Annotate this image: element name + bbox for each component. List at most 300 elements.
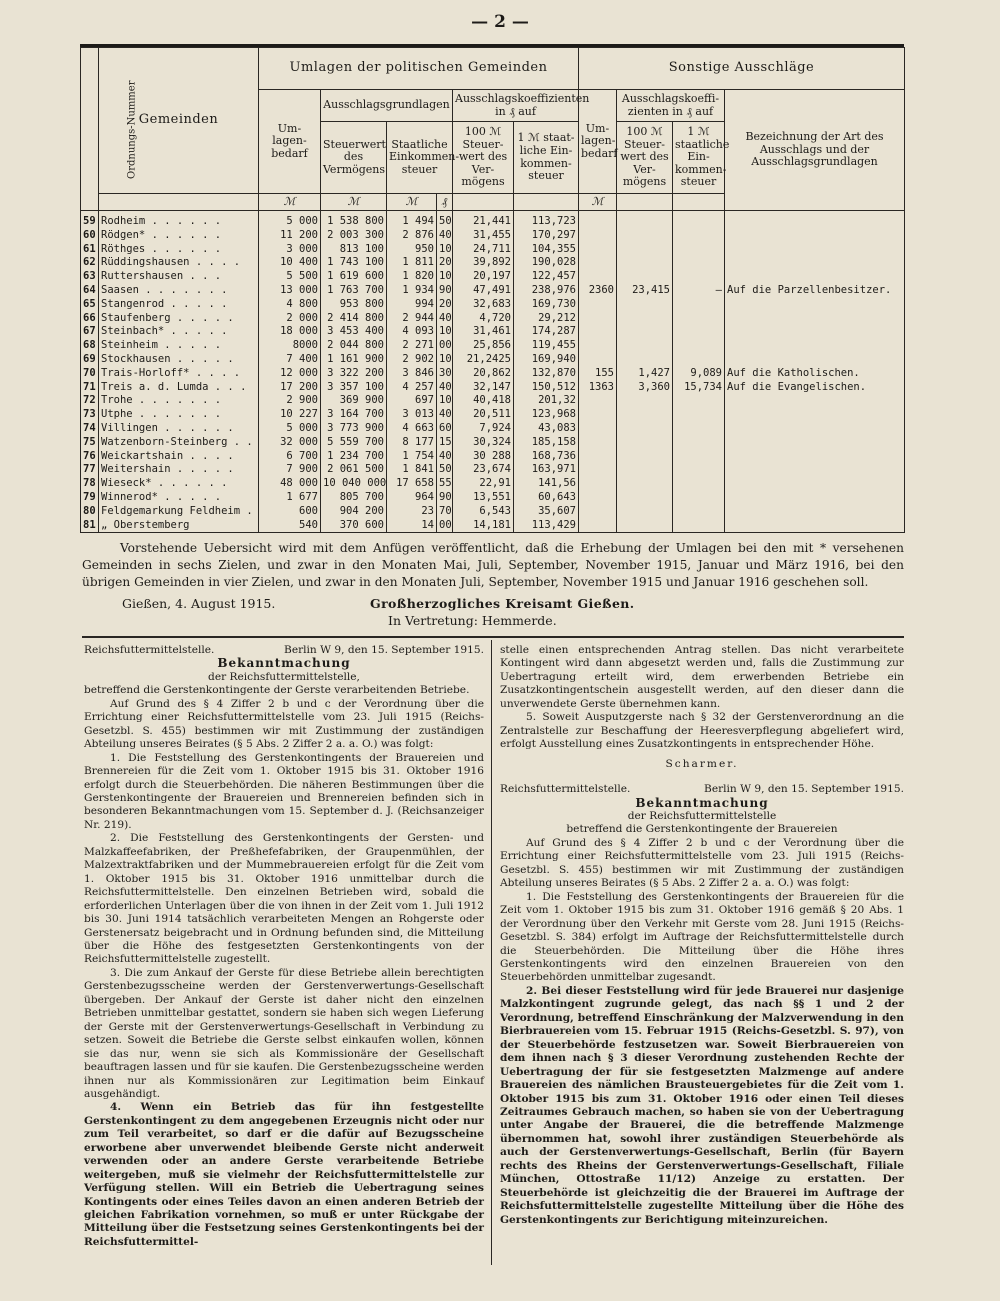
einkommen-pfennig-cell: 40 (437, 408, 453, 422)
row-number-cell: 79 (81, 491, 99, 505)
umlagenbedarf-cell: 12 000 (259, 367, 321, 381)
umlagenbedarf-cell: 3 000 (259, 243, 321, 257)
table-row (81, 339, 905, 353)
sonstige-koeff-100m-cell: 1,427 (617, 367, 673, 381)
umlagenbedarf-cell: 6 700 (259, 450, 321, 464)
left-place-date: Berlin W 9, den 15. September 1915. (284, 644, 484, 656)
einkommen-pfennig-cell: 90 (437, 491, 453, 505)
steuerwert-cell: 813 100 (321, 243, 387, 257)
table-row (81, 284, 905, 298)
row-number-cell: 74 (81, 422, 99, 436)
steuerwert-cell: 5 559 700 (321, 436, 387, 450)
sonstige-koeff-100m-cell (617, 229, 673, 243)
sonstige-bedarf-cell (579, 491, 617, 505)
sonstige-koeff-100m-cell: 23,415 (617, 284, 673, 298)
koeff-100m-cell: 47,491 (453, 284, 514, 298)
sonstige-koeff-1m-cell (673, 256, 725, 270)
sonstige-bedarf-cell (579, 312, 617, 326)
koeff-1m-cell: 169,940 (514, 353, 579, 367)
sonstige-bedarf-cell: 155 (579, 367, 617, 381)
gemeinde-name-cell: Rüddingshausen . . . . (99, 256, 259, 270)
einkommen-pfennig-cell: 20 (437, 256, 453, 270)
einkommen-mark-cell: 2 902 (387, 353, 437, 367)
table-row (81, 477, 905, 491)
sonstige-koeff-1m-cell: 15,734 (673, 381, 725, 395)
sonstige-koeff-1m-cell: 9,089 (673, 367, 725, 381)
unit-pf-einkommen: ₰ (437, 194, 453, 211)
koeff-100m-cell: 23,674 (453, 463, 514, 477)
gemeinde-name-cell: Trohe . . . . . . . (99, 394, 259, 408)
einkommen-pfennig-cell: 90 (437, 284, 453, 298)
koeff-100m-cell: 31,461 (453, 325, 514, 339)
notice-text: Vorstehende Uebersicht wird mit dem Anfügen veröffentlicht, daß die Erhebung der Umlagen bei den mit * versehenen Gemeinden in sechs Zielen, und zwar in den Monaten Mai, Juli, September, November 1915, Januar und März 1916, bei den übrigen Gemeinden in vier Zielen, und zwar in den Monaten Juli, September, November 1915 und Januar 1916 geschehen soll. (82, 541, 904, 589)
steuerwert-cell: 2 061 500 (321, 463, 387, 477)
einkommen-mark-cell: 4 663 (387, 422, 437, 436)
einkommen-mark-cell: 1 811 (387, 256, 437, 270)
bezeichnung-cell (725, 229, 905, 243)
col-100m-header: 100 ℳ Steuer-wert des Ver-mögens (453, 122, 514, 194)
table-row (81, 243, 905, 257)
koeff-1m-cell: 104,355 (514, 243, 579, 257)
notice-representative: In Vertretung: Hemmerde. (388, 613, 557, 628)
sonstige-koeff-1m-cell: — (673, 284, 725, 298)
sonstige-koeff-1m-cell (673, 325, 725, 339)
col-einkommen-header: Staatliche Einkommen-steuer (387, 122, 453, 194)
sonstige-koeff-1m-cell (673, 450, 725, 464)
steuerwert-cell: 1 743 100 (321, 256, 387, 270)
left-paragraph-2: 1. Die Feststellung des Gerstenkontingents der Brauereien und Brennereien für die Zeit vom 1. Oktober 1915 bis 31. Oktober 1916 erfolgt durch die Steuerbehörden. Die näheren Bestimmungen über die Gerstenkontingente der Brauereien und Brennereien befinden sich in besonderen Bekanntmachungen vom 15. September d. J. (Reichsanzeiger Nr. 219). (84, 751, 484, 831)
notice-office: Großherzogliches Kreisamt Gießen. (370, 596, 635, 611)
koeff-100m-cell: 25,856 (453, 339, 514, 353)
table-row (81, 450, 905, 464)
table-row (81, 463, 905, 477)
sonstige-koeff-100m-cell (617, 298, 673, 312)
steuerwert-cell: 10 040 000 (321, 477, 387, 491)
umlagenbedarf-cell: 7 400 (259, 353, 321, 367)
sonstige-koeff-100m-cell (617, 394, 673, 408)
gemeinde-name-cell: Weitershain . . . . . (99, 463, 259, 477)
row-number-cell: 65 (81, 298, 99, 312)
row-number-cell: 72 (81, 394, 99, 408)
steuerwert-cell: 1 619 600 (321, 270, 387, 284)
sonstige-koeff-100m-cell (617, 491, 673, 505)
koeff-1m-cell: 132,870 (514, 367, 579, 381)
einkommen-mark-cell: 3 013 (387, 408, 437, 422)
einkommen-mark-cell: 4 093 (387, 325, 437, 339)
row-number-cell: 61 (81, 243, 99, 257)
group-umlagen-header: Umlagen der politischen Gemeinden (259, 48, 579, 90)
sonstige-bedarf-cell: 2360 (579, 284, 617, 298)
left-column (84, 644, 484, 1249)
steuerwert-cell: 370 600 (321, 519, 387, 533)
table-row (81, 422, 905, 436)
koeff-100m-cell: 14,181 (453, 519, 514, 533)
table-row (81, 408, 905, 422)
left-title: Bekanntmachung (217, 656, 351, 671)
left-paragraph-5: 4. Wenn ein Betrieb das für ihn festgestellte Gerstenkontingent zu dem angegebenen Erzeugnis nicht oder nur zum Teil verarbeitet, so darf er die dafür auf Bezugsscheine erworbene aber unverwendet bleibende Gerste nicht anderweit verwenden oder an andere Gerste verarbeitende Betriebe weitergeben, muß sie vielmehr der Reichsfuttermittelstelle zur Verfügung stellen. Will ein Betrieb die Uebertragung seines Kontingents oder eines Teiles davon an einen anderen Betrieb der gleichen Fabrikation vornehmen, so muß er unter Rückgabe der Mitteilung über die Festsetzung seines Gerstenkontingents bei der Reichsfuttermittel- (84, 1101, 484, 1248)
einkommen-mark-cell: 1 934 (387, 284, 437, 298)
row-number-cell: 68 (81, 339, 99, 353)
sonstige-koeff-100m-cell (617, 211, 673, 229)
einkommen-pfennig-cell: 10 (437, 353, 453, 367)
koeff-100m-cell: 40,418 (453, 394, 514, 408)
sonstige-koeff-1m-cell (673, 394, 725, 408)
table-row (81, 211, 905, 229)
right-paragraph-3: Auf Grund des § 4 Ziffer 2 b und c der Verordnung über die Errichtung einer Reichsfuttermittelstelle vom 23. Juli 1915 (Reichs-Gesetzbl. S. 455) bestimmen wir mit Zustimmung der zuständigen Abteilung unseres Beirates (§ 5 Abs. 2 Ziffer 2 a. a. O.) was folgt: (500, 836, 904, 890)
sonstige-bedarf-cell (579, 408, 617, 422)
koeff-1m-cell: 238,976 (514, 284, 579, 298)
sonstige-bedarf-cell (579, 519, 617, 533)
row-number-cell: 76 (81, 450, 99, 464)
unit-m-einkommen: ℳ (387, 194, 437, 211)
gemeinde-name-cell: Röthges . . . . . . (99, 243, 259, 257)
umlagenbedarf-cell: 5 000 (259, 211, 321, 229)
bezeichnung-cell (725, 298, 905, 312)
steuerwert-cell: 2 003 300 (321, 229, 387, 243)
einkommen-mark-cell: 8 177 (387, 436, 437, 450)
bezeichnung-cell (725, 477, 905, 491)
einkommen-mark-cell: 1 754 (387, 450, 437, 464)
sonstige-koeff-1m-cell (673, 243, 725, 257)
left-issuer: Reichsfuttermittelstelle. (84, 644, 215, 656)
koeff-100m-cell: 31,455 (453, 229, 514, 243)
bezeichnung-cell (725, 211, 905, 229)
gemeinde-name-cell: Staufenberg . . . . . (99, 312, 259, 326)
table-row (81, 256, 905, 270)
col-steuerwert-header: Steuerwert des Vermögens (321, 122, 387, 194)
einkommen-pfennig-cell: 50 (437, 463, 453, 477)
row-number-cell: 59 (81, 211, 99, 229)
umlagenbedarf-cell: 5 500 (259, 270, 321, 284)
einkommen-pfennig-cell: 50 (437, 211, 453, 229)
einkommen-pfennig-cell: 15 (437, 436, 453, 450)
row-number-cell: 70 (81, 367, 99, 381)
table-row (81, 394, 905, 408)
gemeinde-name-cell: Feldgemarkung Feldheim . (99, 505, 259, 519)
koeff-1m-cell: 174,287 (514, 325, 579, 339)
einkommen-mark-cell: 1 494 (387, 211, 437, 229)
umlagenbedarf-cell: 2 900 (259, 394, 321, 408)
notice-place-date: Gießen, 4. August 1915. (122, 596, 276, 611)
sonstige-bedarf-cell (579, 353, 617, 367)
sonstige-bedarf-cell (579, 270, 617, 284)
einkommen-mark-cell: 950 (387, 243, 437, 257)
sonstige-bedarf-cell: 1363 (579, 381, 617, 395)
row-number-cell: 64 (81, 284, 99, 298)
einkommen-pfennig-cell: 40 (437, 450, 453, 464)
koeff-1m-cell: 29,212 (514, 312, 579, 326)
einkommen-mark-cell: 14 (387, 519, 437, 533)
sonstige-bedarf-cell (579, 256, 617, 270)
row-number-cell: 73 (81, 408, 99, 422)
unit-cell-empty (99, 194, 259, 211)
umlagenbedarf-cell: 17 200 (259, 381, 321, 395)
umlagenbedarf-cell: 32 000 (259, 436, 321, 450)
left-paragraph-1: Auf Grund des § 4 Ziffer 2 b und c der Verordnung über die Errichtung einer Reichsfuttermittelstelle vom 23. Juli 1915 (Reichs-Gesetzbl. S. 455) bestimmen wir mit Zustimmung der zuständigen Abteilung unseres Beirates (§ 5 Abs. 2 Ziffer 2 a. a. O.) was folgt: (84, 697, 484, 751)
sonstige-bedarf-cell (579, 450, 617, 464)
bezeichnung-cell (725, 339, 905, 353)
einkommen-pfennig-cell: 70 (437, 505, 453, 519)
koeff-1m-cell: 185,158 (514, 436, 579, 450)
right-title: Bekanntmachung (635, 795, 769, 810)
koeff-1m-cell: 113,429 (514, 519, 579, 533)
bezeichnung-cell (725, 394, 905, 408)
right-header-line (500, 783, 904, 796)
sonstige-koeff-1m-cell (673, 436, 725, 450)
steuerwert-cell: 2 414 800 (321, 312, 387, 326)
umlagenbedarf-cell: 13 000 (259, 284, 321, 298)
sonstige-koeff-1m-cell (673, 298, 725, 312)
right-place-date: Berlin W 9, den 15. September 1915. (704, 783, 904, 796)
sonstige-bedarf-cell (579, 422, 617, 436)
bezeichnung-cell (725, 422, 905, 436)
sonstige-koeff-1m-cell (673, 477, 725, 491)
sonstige-koeff-100m-cell (617, 270, 673, 284)
sonstige-koeff-100m-cell (617, 243, 673, 257)
row-number-cell: 60 (81, 229, 99, 243)
koeff-1m-cell: 35,607 (514, 505, 579, 519)
steuerwert-cell: 369 900 (321, 394, 387, 408)
row-number-cell: 66 (81, 312, 99, 326)
col-umlagenbedarf-header: Um-lagen-bedarf (259, 90, 321, 194)
sonstige-koeff-100m-cell: 3,360 (617, 381, 673, 395)
einkommen-mark-cell: 2 271 (387, 339, 437, 353)
sonstige-bedarf-cell (579, 339, 617, 353)
koeff-100m-cell: 39,892 (453, 256, 514, 270)
table-row (81, 436, 905, 450)
sonstige-koeff-1m-cell (673, 211, 725, 229)
koeff-100m-cell: 20,511 (453, 408, 514, 422)
row-number-cell: 62 (81, 256, 99, 270)
sub-s-koeff-header: Ausschlagskoeffi-zienten in ₰ auf (617, 90, 725, 122)
umlagenbedarf-cell: 4 800 (259, 298, 321, 312)
table-row (81, 298, 905, 312)
left-sub1: der Reichsfuttermittelstelle, (208, 670, 360, 683)
einkommen-pfennig-cell: 55 (437, 477, 453, 491)
bezeichnung-cell (725, 491, 905, 505)
koeff-100m-cell: 32,147 (453, 381, 514, 395)
unit-m-steuerwert: ℳ (321, 194, 387, 211)
einkommen-pfennig-cell: 10 (437, 325, 453, 339)
right-sub1: der Reichsfuttermittelstelle (627, 809, 777, 822)
steuerwert-cell: 3 322 200 (321, 367, 387, 381)
koeff-1m-cell: 201,32 (514, 394, 579, 408)
umlagenbedarf-cell: 1 677 (259, 491, 321, 505)
umlagenbedarf-cell: 10 400 (259, 256, 321, 270)
koeff-1m-cell: 190,028 (514, 256, 579, 270)
koeff-1m-cell: 113,723 (514, 211, 579, 229)
gemeinde-name-cell: Steinbach* . . . . . (99, 325, 259, 339)
umlagenbedarf-cell: 7 900 (259, 463, 321, 477)
row-number-cell: 81 (81, 519, 99, 533)
gemeinde-name-cell: Watzenborn-Steinberg . . (99, 436, 259, 450)
sonstige-koeff-1m-cell (673, 353, 725, 367)
sonstige-koeff-100m-cell (617, 353, 673, 367)
steuerwert-cell: 3 453 400 (321, 325, 387, 339)
sonstige-koeff-100m-cell (617, 422, 673, 436)
einkommen-mark-cell: 964 (387, 491, 437, 505)
table-row (81, 367, 905, 381)
section-divider (82, 636, 904, 638)
einkommen-pfennig-cell: 10 (437, 243, 453, 257)
row-number-cell: 75 (81, 436, 99, 450)
table-row (81, 353, 905, 367)
bezeichnung-cell: Auf die Katholischen. (725, 367, 905, 381)
steuerwert-cell: 3 357 100 (321, 381, 387, 395)
right-sub2: betreffend die Gerstenkontingente der Brauereien (566, 823, 838, 836)
gemeinde-name-cell: Saasen . . . . . . . (99, 284, 259, 298)
einkommen-mark-cell: 23 (387, 505, 437, 519)
left-paragraph-4: 3. Die zum Ankauf der Gerste für diese Betriebe allein berechtigten Gerstenbezugsscheine werden der Gerstenverwertungs-Gesellschaft übergeben. Der Ankauf der Gerste ist daher nicht den einzelnen Betrieben unmittelbar gestattet, sondern sie haben sich wegen Lieferung der Gerste mit der Gerstenverwertungs-Gesellschaft in Verbindung zu setzen. Soweit die Betriebe die Gerste selbst einkaufen wollen, können sie das nur, wenn sie sich als Kommissionäre der Gesellschaft beauftragen lassen und für sie kaufen. Die Gerstenbezugsscheine werden ihnen nur als Kommissionären zur Legitimation beim Einkauf ausgehändigt. (84, 966, 484, 1100)
steuerwert-cell: 1 234 700 (321, 450, 387, 464)
umlagenbedarf-cell: 11 200 (259, 229, 321, 243)
steuerwert-cell: 2 044 800 (321, 339, 387, 353)
koeff-1m-cell: 168,736 (514, 450, 579, 464)
umlagenbedarf-cell: 10 227 (259, 408, 321, 422)
sonstige-koeff-1m-cell (673, 422, 725, 436)
table-row (81, 381, 905, 395)
koeff-1m-cell: 141,56 (514, 477, 579, 491)
gemeinde-name-cell: Treis a. d. Lumda . . . (99, 381, 259, 395)
einkommen-mark-cell: 4 257 (387, 381, 437, 395)
einkommen-mark-cell: 697 (387, 394, 437, 408)
einkommen-pfennig-cell: 60 (437, 422, 453, 436)
gemeinde-name-cell: Winnerod* . . . . . (99, 491, 259, 505)
umlagenbedarf-cell: 5 000 (259, 422, 321, 436)
koeff-1m-cell: 119,455 (514, 339, 579, 353)
bezeichnung-cell: Auf die Evangelischen. (725, 381, 905, 395)
einkommen-mark-cell: 1 820 (387, 270, 437, 284)
sonstige-koeff-100m-cell (617, 477, 673, 491)
right-paragraph-1: stelle einen entsprechenden Antrag stellen. Das nicht verarbeitete Kontingent wird dann abgesetzt werden und, falls die Zustimmung zur Uebertragung erteilt wird, dem erwerbenden Betriebe ein Zusatzkontingentschein ausgestellt werden, auf den dieser dann die unverwendete Gerste übernehmen kann. (500, 644, 904, 710)
sonstige-koeff-100m-cell (617, 256, 673, 270)
table-row (81, 312, 905, 326)
bezeichnung-cell (725, 325, 905, 339)
right-paragraph-2: 5. Soweit Ausputzgerste nach § 32 der Gerstenverordnung an die Zentralstelle zur Beschaffung der Heeresverpflegung abgeliefert wird, erfolgt Ausstellung eines Zusatzkontingents in entsprechender Höhe. (500, 711, 904, 751)
steuerwert-cell: 3 164 700 (321, 408, 387, 422)
steuerwert-cell: 805 700 (321, 491, 387, 505)
right-column (500, 644, 904, 1227)
sonstige-bedarf-cell (579, 477, 617, 491)
sonstige-koeff-100m-cell (617, 450, 673, 464)
bezeichnung-cell (725, 450, 905, 464)
row-number-cell: 63 (81, 270, 99, 284)
sonstige-koeff-1m-cell (673, 312, 725, 326)
bezeichnung-cell: Auf die Parzellenbesitzer. (725, 284, 905, 298)
koeff-100m-cell: 20,197 (453, 270, 514, 284)
unit-m-s-bedarf: ℳ (579, 194, 617, 211)
gemeinde-name-cell: Villingen . . . . . . (99, 422, 259, 436)
einkommen-mark-cell: 994 (387, 298, 437, 312)
gemeinde-name-cell: Ruttershausen . . . (99, 270, 259, 284)
bezeichnung-cell (725, 256, 905, 270)
sonstige-koeff-100m-cell (617, 339, 673, 353)
sonstige-bedarf-cell (579, 298, 617, 312)
gemeinde-name-cell: Trais-Horloff* . . . . (99, 367, 259, 381)
column-divider (491, 640, 492, 1265)
einkommen-mark-cell: 2 944 (387, 312, 437, 326)
sonstige-koeff-1m-cell (673, 339, 725, 353)
col-1m-header: 1 ℳ staat-liche Ein-kommen-steuer (514, 122, 579, 194)
einkommen-mark-cell: 1 841 (387, 463, 437, 477)
koeff-100m-cell: 32,683 (453, 298, 514, 312)
bezeichnung-cell (725, 312, 905, 326)
einkommen-pfennig-cell: 20 (437, 298, 453, 312)
table-row (81, 491, 905, 505)
col-ordnung-header: Ordnungs-Nummer (81, 48, 99, 211)
koeff-1m-cell: 123,968 (514, 408, 579, 422)
table-row (81, 325, 905, 339)
koeff-100m-cell: 13,551 (453, 491, 514, 505)
bezeichnung-cell (725, 463, 905, 477)
einkommen-mark-cell: 3 846 (387, 367, 437, 381)
umlagen-table (80, 47, 905, 533)
koeff-100m-cell: 30,324 (453, 436, 514, 450)
koeff-100m-cell: 22,91 (453, 477, 514, 491)
row-number-cell: 69 (81, 353, 99, 367)
einkommen-pfennig-cell: 00 (437, 339, 453, 353)
table-row (81, 270, 905, 284)
col-s-100m-header: 100 ℳ Steuer-wert des Ver-mögens (617, 122, 673, 194)
gemeinde-name-cell: Rödgen* . . . . . . (99, 229, 259, 243)
group-sonstige-header: Sonstige Ausschläge (579, 48, 905, 90)
koeff-1m-cell: 150,512 (514, 381, 579, 395)
koeff-100m-cell: 30 288 (453, 450, 514, 464)
einkommen-mark-cell: 17 658 (387, 477, 437, 491)
gemeinde-name-cell: Rodheim . . . . . . (99, 211, 259, 229)
bezeichnung-cell (725, 505, 905, 519)
left-sub2: betreffend die Gerstenkontingente der Gerste verarbeitenden Betriebe. (84, 684, 470, 697)
sonstige-bedarf-cell (579, 505, 617, 519)
steuerwert-cell: 1 763 700 (321, 284, 387, 298)
steuerwert-cell: 3 773 900 (321, 422, 387, 436)
koeff-100m-cell: 20,862 (453, 367, 514, 381)
steuerwert-cell: 953 800 (321, 298, 387, 312)
sonstige-koeff-100m-cell (617, 325, 673, 339)
einkommen-pfennig-cell: 00 (437, 519, 453, 533)
koeff-100m-cell: 21,441 (453, 211, 514, 229)
koeff-100m-cell: 6,543 (453, 505, 514, 519)
unit-cell-empty (514, 194, 579, 211)
umlagenbedarf-cell: 2 000 (259, 312, 321, 326)
page-number: — 2 — (471, 12, 529, 32)
sonstige-koeff-100m-cell (617, 436, 673, 450)
einkommen-pfennig-cell: 30 (437, 367, 453, 381)
row-number-cell: 80 (81, 505, 99, 519)
gemeinde-name-cell: Utphe . . . . . . . (99, 408, 259, 422)
unit-cell-empty (673, 194, 725, 211)
left-header-line (84, 644, 484, 657)
gemeinde-name-cell: Stockhausen . . . . . (99, 353, 259, 367)
koeff-100m-cell: 7,924 (453, 422, 514, 436)
koeff-1m-cell: 122,457 (514, 270, 579, 284)
umlagenbedarf-cell: 48 000 (259, 477, 321, 491)
sonstige-bedarf-cell (579, 394, 617, 408)
koeff-100m-cell: 4,720 (453, 312, 514, 326)
sonstige-koeff-100m-cell (617, 463, 673, 477)
col-s-1m-header: 1 ℳ staatliche Ein-kommen-steuer (673, 122, 725, 194)
row-number-cell: 77 (81, 463, 99, 477)
row-number-cell: 71 (81, 381, 99, 395)
sonstige-bedarf-cell (579, 243, 617, 257)
right-paragraph-5: 2. Bei dieser Feststellung wird für jede Brauerei nur dasjenige Malzkontingent zugrunde gelegt, das nach §§ 1 und 2 der Verordnung, betreffend Einschränkung der Malzverwendung in den Bierbrauereien vom 15. Februar 1915 (Reichs-Gesetzbl. S. 97), von der Steuerbehörde festzusetzen war. Soweit Bierbrauereien von dem ihnen nach § 3 dieser Verordnung zustehenden Rechte der Uebertragung der für sie festgesetzten Malzmenge auf andere Brauereien des nämlichen Brausteuergebietes für die Zeit vom 1. Oktober 1915 bis zum 31. Oktober 1916 oder einen Teil dieses Zeitraumes Gebrauch machen, so haben sie von der Uebertragung unter Angabe der Brauerei, die die betreffende Malzmenge übernommen hat, sowohl ihrer zuständigen Steuerbehörde als auch der Gerstenverwertungs-Gesellschaft, Berlin (für Bayern rechts des Rheins der Gerstenverwertungs-Gesellschaft, Filiale München, Ottostraße 11/12) Anzeige zu erstatten. Der Steuerbehörde ist gleichzeitig die der Brauerei im Auftrage der Reichsfuttermittelstelle zugestellte Mitteilung über die Höhe des Gerstenkontingents zur Berichtigung miteinzureichen. (500, 984, 904, 1226)
row-number-cell: 78 (81, 477, 99, 491)
col-bezeichnung-header: Bezeichnung der Art des Ausschlags und der Ausschlagsgrundlagen (725, 90, 905, 211)
umlagenbedarf-cell: 600 (259, 505, 321, 519)
sonstige-koeff-1m-cell (673, 519, 725, 533)
einkommen-pfennig-cell: 40 (437, 229, 453, 243)
table-row (81, 519, 905, 533)
